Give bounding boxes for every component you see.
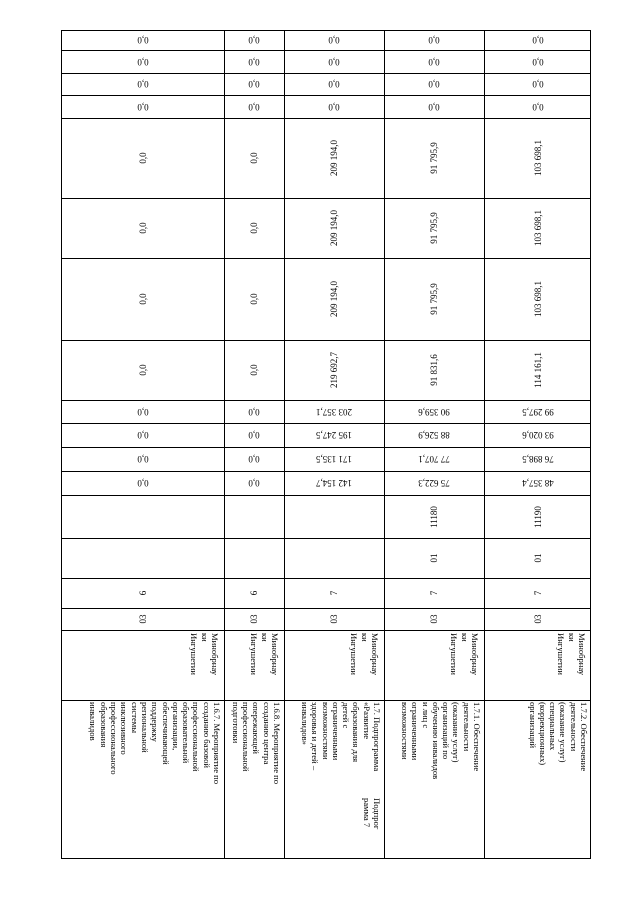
value-cell: 77 707,1: [418, 454, 450, 464]
column-border: [484, 30, 485, 859]
value-cell: 48 357,4: [521, 478, 554, 488]
value-cell: 142 154,7: [316, 478, 352, 488]
code-cell-c4: 03: [137, 614, 148, 624]
value-cell: 219 692,7: [329, 352, 339, 388]
value-cell: 91 795,9: [429, 212, 439, 244]
program-name-cell: 1.6.8. Мероприятие по созданию центра опережающей профессиональной подготовки: [230, 702, 282, 785]
code-cell-c7: 11190: [532, 505, 543, 528]
value-cell: 0,0: [531, 35, 544, 45]
executor-cell: Минобрнау ки Ингушетии: [249, 633, 280, 676]
value-cell: 209 194,0: [329, 210, 339, 246]
value-cell: 0,0: [136, 101, 149, 112]
value-cell: 0,0: [136, 79, 149, 89]
executor-cell: Минобрнау ки Ингушетии: [449, 633, 480, 676]
value-cell: 0,0: [249, 364, 259, 376]
value-cell: 0,0: [249, 293, 259, 305]
row-border: [61, 495, 591, 496]
value-cell: 0,0: [136, 406, 149, 417]
row-border: [61, 447, 591, 448]
column-border: [284, 30, 285, 859]
row-border: [61, 340, 591, 341]
row-border: [61, 471, 591, 472]
value-cell: 209 194,0: [329, 140, 339, 176]
row-border: [61, 400, 591, 401]
row-border: [61, 630, 591, 631]
value-cell: 91 795,9: [429, 283, 439, 315]
value-cell: 103 698,1: [532, 281, 543, 317]
subprogram-label: Подпрог рамма 7: [361, 798, 382, 830]
row-border: [61, 578, 591, 579]
code-cell-c5: 7: [329, 590, 339, 596]
value-cell: 0,0: [136, 430, 149, 440]
value-cell: 103 698,1: [532, 210, 543, 246]
code-cell-c5: 7: [429, 590, 439, 596]
value-cell: 0,0: [328, 101, 340, 112]
value-cell: 0,0: [136, 478, 149, 488]
executor-cell: Минобрнау ки Ингушетии: [556, 633, 587, 676]
value-cell: 0,0: [531, 79, 544, 89]
row-border: [61, 538, 591, 539]
value-cell: 93 020,6: [521, 430, 554, 440]
column-border: [384, 30, 385, 859]
value-cell: 0,0: [137, 222, 148, 234]
program-name-cell: 1.6.7. Мероприятие по созданию базовой профессиональной образовательной организации, обеспечивающей поддержку региональной системы инклюзивного профессионального образования инвалидов: [88, 702, 222, 785]
value-cell: 0,0: [137, 293, 148, 305]
value-cell: 0,0: [428, 56, 440, 67]
code-cell-c6: 01: [532, 553, 543, 563]
code-cell-c4: 03: [249, 614, 259, 624]
code-cell-c5: 7: [532, 590, 543, 596]
code-cell-c4: 03: [429, 614, 439, 624]
value-cell: 0,0: [328, 56, 340, 67]
row-border: [61, 50, 591, 51]
row-border: [61, 118, 591, 119]
row-border: [61, 95, 591, 96]
value-cell: 103 698,1: [532, 140, 543, 176]
program-name-cell: 1.7. Подпрограмма «Развитие образования для детей с ограниченными возможностями здоровья и детей – инвалидов»: [299, 702, 382, 772]
value-cell: 0,0: [137, 152, 148, 164]
value-cell: 75 622,3: [418, 478, 450, 488]
value-cell: 0,0: [428, 35, 440, 45]
code-cell-c5: 6: [137, 590, 148, 596]
value-cell: 0,0: [248, 101, 260, 112]
value-cell: 91 795,9: [429, 142, 439, 174]
value-cell: 0,0: [248, 406, 260, 417]
value-cell: 0,0: [137, 364, 148, 376]
value-cell: 0,0: [248, 430, 260, 440]
row-border: [61, 258, 591, 259]
value-cell: 0,0: [248, 56, 260, 67]
column-border: [224, 30, 225, 859]
value-cell: 0,0: [328, 79, 340, 89]
value-cell: 0,0: [136, 454, 149, 464]
program-name-cell: 1.7.1. Обеспечение деятельности (оказание услуг) организаций по обучению инвалидов и лиц с ограниченными возможностями: [399, 702, 482, 780]
executor-cell: Минобрнау ки Ингушетии: [189, 633, 220, 676]
value-cell: 0,0: [249, 152, 259, 164]
value-cell: 0,0: [136, 35, 149, 45]
value-cell: 90 359,6: [418, 406, 450, 417]
value-cell: 195 247,5: [316, 430, 352, 440]
code-cell-c7: 11180: [429, 505, 439, 528]
program-name-cell: 1.7.2. Обеспечение деятельности (оказание услуг) специальных (коррекционных) организаций: [527, 702, 589, 772]
row-border: [61, 700, 591, 701]
code-cell-c4: 03: [329, 614, 339, 624]
value-cell: 0,0: [428, 101, 440, 112]
executor-cell: Минобрнау ки Ингушетии: [349, 633, 380, 676]
value-cell: 99 297,5: [521, 406, 554, 417]
value-cell: 0,0: [328, 35, 340, 45]
value-cell: 0,0: [428, 79, 440, 89]
value-cell: 0,0: [248, 478, 260, 488]
value-cell: 0,0: [136, 56, 149, 67]
value-cell: 0,0: [531, 101, 544, 112]
value-cell: 203 357,1: [316, 406, 352, 417]
value-cell: 88 526,9: [418, 430, 450, 440]
row-border: [61, 608, 591, 609]
row-border: [61, 198, 591, 199]
value-cell: 0,0: [248, 454, 260, 464]
code-cell-c6: 01: [429, 553, 439, 563]
value-cell: 76 898,5: [521, 454, 554, 464]
row-border: [61, 73, 591, 74]
value-cell: 0,0: [531, 56, 544, 67]
value-cell: 209 194,0: [329, 281, 339, 317]
value-cell: 0,0: [248, 35, 260, 45]
row-border: [61, 423, 591, 424]
value-cell: 0,0: [249, 222, 259, 234]
code-cell-c4: 03: [532, 614, 543, 624]
code-cell-c5: 6: [249, 590, 259, 596]
value-cell: 171 135,5: [316, 454, 352, 464]
value-cell: 114 161,1: [532, 352, 543, 388]
value-cell: 0,0: [248, 79, 260, 89]
value-cell: 91 831,6: [429, 354, 439, 386]
